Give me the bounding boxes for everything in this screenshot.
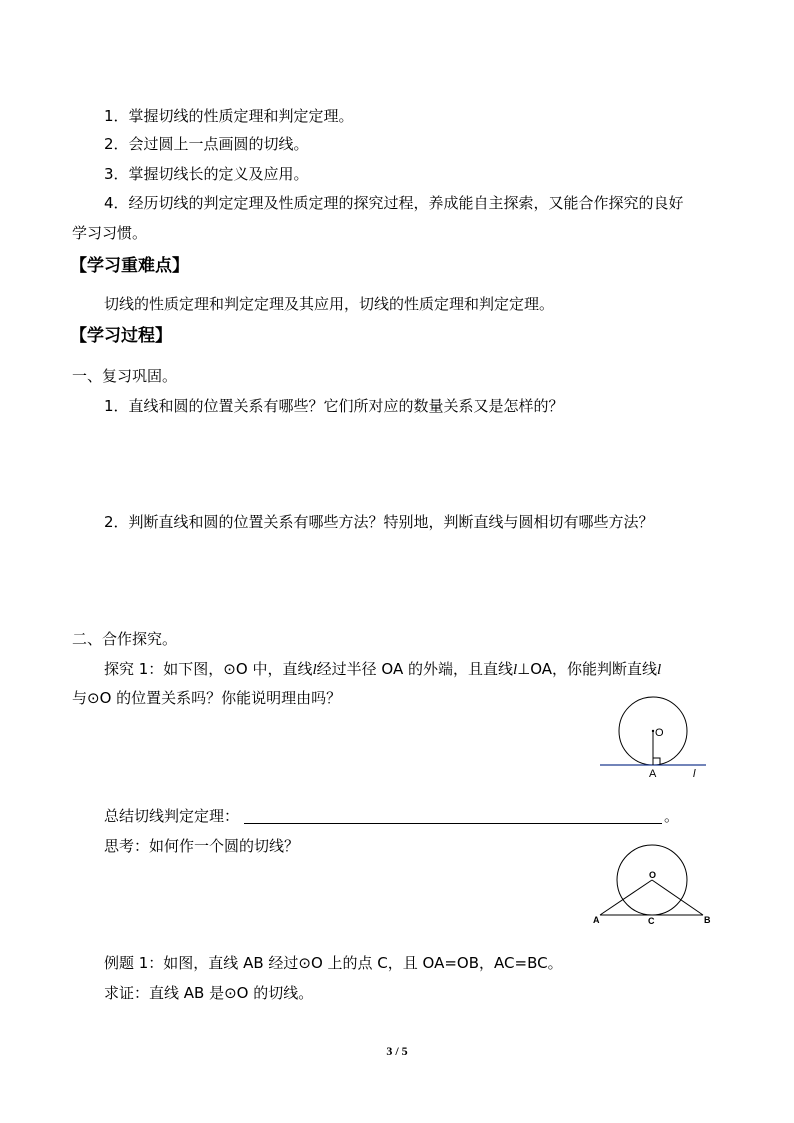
objective-2: 2．会过圆上一点画圆的切线。: [104, 135, 309, 153]
objective-4: 4．经历切线的判定定理及性质定理的探究过程，养成能自主探索，又能合作探究的良好: [104, 194, 684, 212]
tangent-figure-2: [590, 846, 720, 930]
page-number: 3 / 5: [386, 1044, 408, 1058]
objective-4-continued: 学习习惯。: [72, 224, 148, 242]
figure-1-label-l: l: [693, 768, 696, 780]
summary-end: 。: [664, 807, 680, 825]
think-question: 思考：如何作一个圆的切线？: [104, 837, 300, 855]
explore-1-line-2: 与⊙O 的位置关系吗？你能说明理由吗？: [72, 689, 342, 707]
explore-1-line-1: [104, 659, 661, 680]
line-l-symbol: l: [512, 662, 518, 678]
section-1-title: 一、复习巩固。: [72, 367, 178, 385]
summary-label: 总结切线判定定理：: [104, 807, 240, 825]
figure-1-label-a: A: [649, 768, 657, 780]
figure-2-label-c: C: [648, 916, 655, 926]
line-l-symbol: l: [657, 662, 662, 678]
objective-3: 3．掌握切线长的定义及应用。: [104, 165, 309, 183]
key-points-heading: 【学习重难点】: [70, 256, 189, 276]
explore-1-text-c: ⊥OA，你能判断直线: [517, 660, 658, 678]
figure-2-label-o: O: [649, 870, 657, 880]
figure-2-label-a: A: [593, 915, 600, 925]
example-1-line-2: 求证：直线 AB 是⊙O 的切线。: [104, 984, 314, 1002]
process-heading: 【学习过程】: [70, 326, 172, 346]
explore-1-text-b: 经过半径 OA 的外端，且直线: [316, 660, 513, 678]
tangent-figure-1: [598, 696, 708, 782]
summary-blank-line: [244, 823, 662, 824]
line-l-symbol: l: [312, 662, 317, 678]
section-2-title: 二、合作探究。: [72, 630, 178, 648]
figure-2-label-b: B: [704, 915, 711, 925]
review-question-1: 1．直线和圆的位置关系有哪些？它们所对应的数量关系又是怎样的？: [104, 397, 564, 415]
key-points-text: 切线的性质定理和判定定理及其应用，切线的性质定理和判定定理。: [104, 295, 555, 313]
example-1-line-1: 例题 1：如图，直线 AB 经过⊙O 上的点 C，且 OA=OB，AC=BC。: [104, 954, 563, 972]
explore-1-text-a: 探究 1：如下图，⊙O 中，直线: [104, 660, 313, 678]
objective-1: 1．掌握切线的性质定理和判定定理。: [104, 107, 354, 125]
review-question-2: 2．判断直线和圆的位置关系有哪些方法？特别地，判断直线与圆相切有哪些方法？: [104, 513, 654, 531]
figure-1-label-o: O: [655, 727, 664, 739]
